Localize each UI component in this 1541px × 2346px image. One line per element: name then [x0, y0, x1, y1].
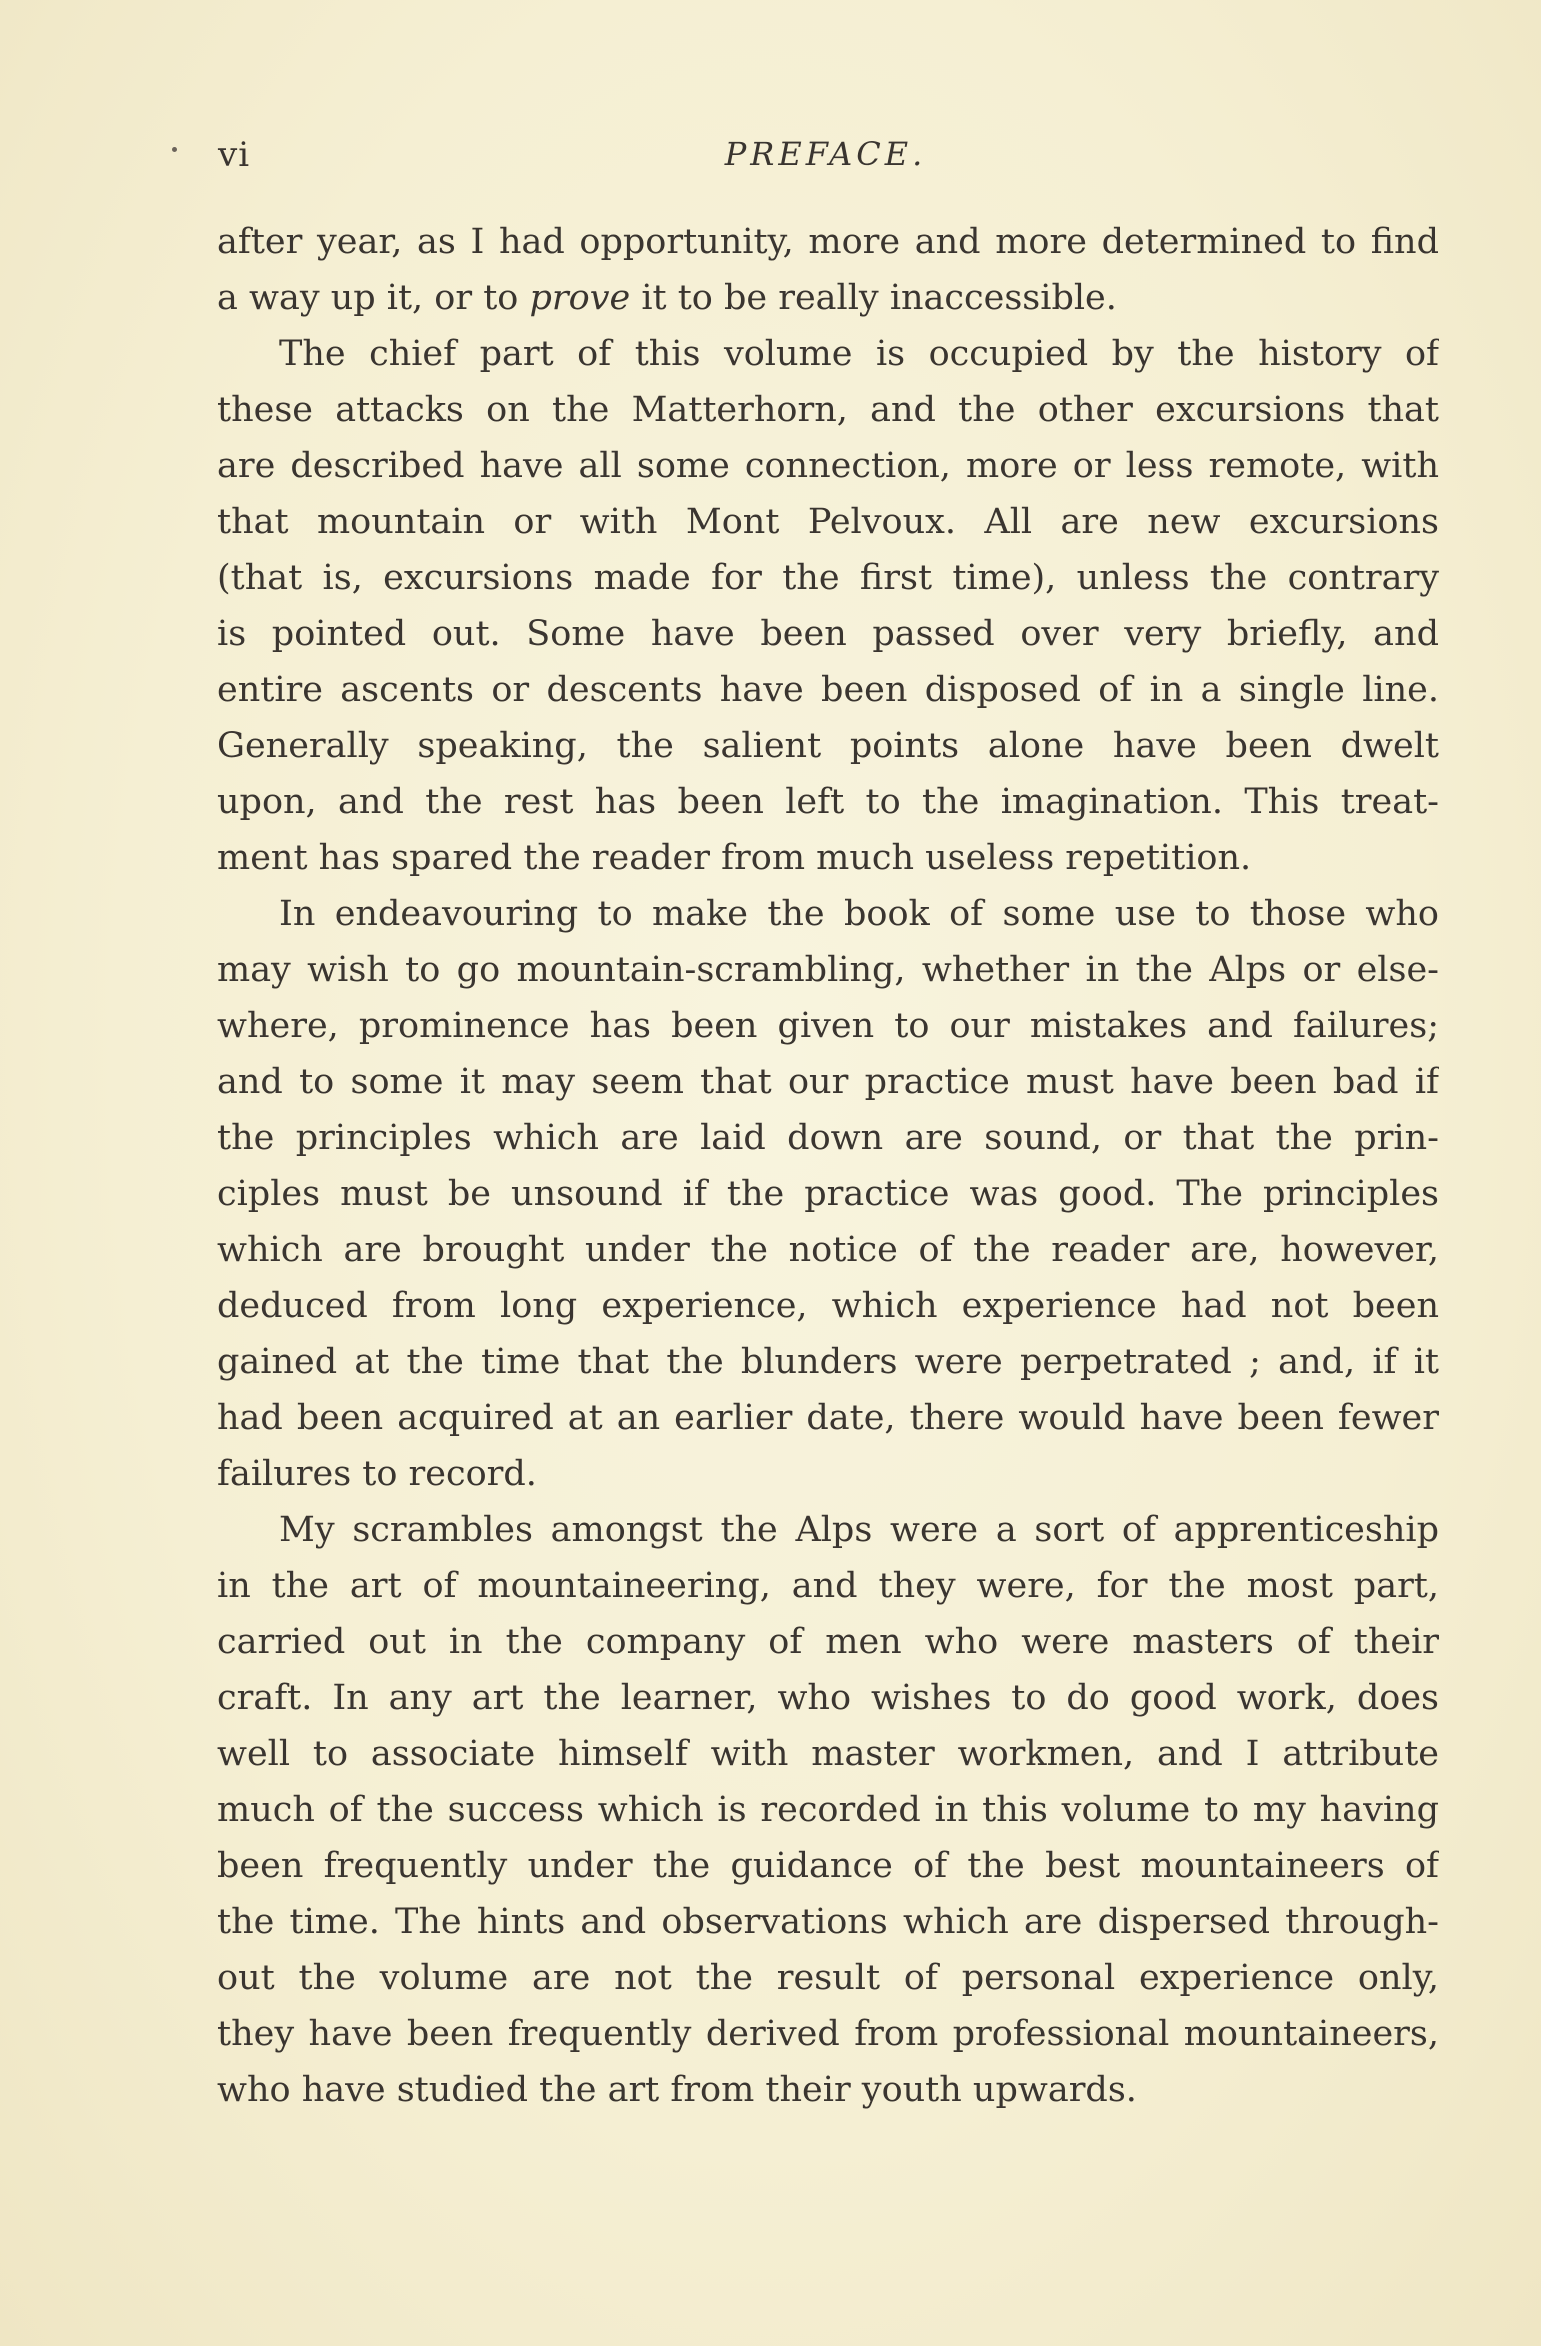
text-line: the time. The hints and observations which are dispersed through- [217, 1902, 1439, 1942]
text-line: had been acquired at an earlier date, there would have been fewer [217, 1398, 1439, 1438]
text-line: In endeavouring to make the book of some use to those who [279, 894, 1439, 934]
margin-speck [172, 147, 177, 152]
paragraph [217, 886, 1439, 1502]
text-line: are described have all some connection, more or less remote, with [217, 446, 1439, 486]
text-line: gained at the time that the blunders were perpetrated ; and, if it [217, 1342, 1439, 1382]
body-text [217, 214, 1439, 2118]
text-line: in the art of mountaineering, and they were, for the most part, [217, 1566, 1439, 1606]
text-line: where, prominence has been given to our mistakes and failures; [217, 1006, 1439, 1046]
page-number: vi [218, 135, 251, 175]
text-line: upon, and the rest has been left to the imagination. This treat- [217, 782, 1439, 822]
text-line: failures to record. [217, 1454, 537, 1494]
text-line: My scrambles amongst the Alps were a sort of apprenticeship [279, 1510, 1439, 1550]
text-line: who have studied the art from their youth upwards. [217, 2070, 1137, 2110]
text-line: out the volume are not the result of personal experience only, [217, 1958, 1439, 1998]
text-line: been frequently under the guidance of the best mountaineers of [217, 1846, 1439, 1886]
paragraph [217, 214, 1439, 326]
text-line: (that is, excursions made for the first time), unless the contrary [217, 558, 1439, 598]
text-line: that mountain or with Mont Pelvoux. All are new excursions [217, 502, 1439, 542]
text-line: The chief part of this volume is occupied by the history of [279, 334, 1439, 374]
text-line: after year, as I had opportunity, more and more determined to find [217, 222, 1439, 262]
text-line: deduced from long experience, which experience had not been [217, 1286, 1439, 1326]
text-line: entire ascents or descents have been disposed of in a single line. [217, 670, 1439, 710]
text-line: a way up it, or to prove it to be really inaccessible. [217, 278, 1117, 318]
text-line: ciples must be unsound if the practice was good. The principles [217, 1174, 1439, 1214]
text-line: well to associate himself with master workmen, and I attribute [217, 1734, 1439, 1774]
paragraph [217, 1502, 1439, 2118]
text-line: may wish to go mountain-scrambling, whether in the Alps or else- [217, 950, 1439, 990]
text-line: Generally speaking, the salient points alone have been dwelt [217, 726, 1439, 766]
text-line: they have been frequently derived from professional mountaineers, [217, 2014, 1439, 2054]
text-line: much of the success which is recorded in this volume to my having [217, 1790, 1439, 1830]
text-line: craft. In any art the learner, who wishes to do good work, does [217, 1678, 1439, 1718]
text-line: and to some it may seem that our practice must have been bad if [217, 1062, 1439, 1102]
text-line: is pointed out. Some have been passed over very briefly, and [217, 614, 1439, 654]
paragraph [217, 326, 1439, 886]
text-line: carried out in the company of men who were masters of their [217, 1622, 1439, 1662]
running-title: PREFACE. [724, 135, 927, 173]
text-line: which are brought under the notice of the reader are, however, [217, 1230, 1439, 1270]
text-line: the principles which are laid down are sound, or that the prin- [217, 1118, 1439, 1158]
text-line: these attacks on the Matterhorn, and the other excursions that [217, 390, 1439, 430]
text-line: ment has spared the reader from much useless repetition. [217, 838, 1252, 878]
page-header [218, 135, 1433, 185]
